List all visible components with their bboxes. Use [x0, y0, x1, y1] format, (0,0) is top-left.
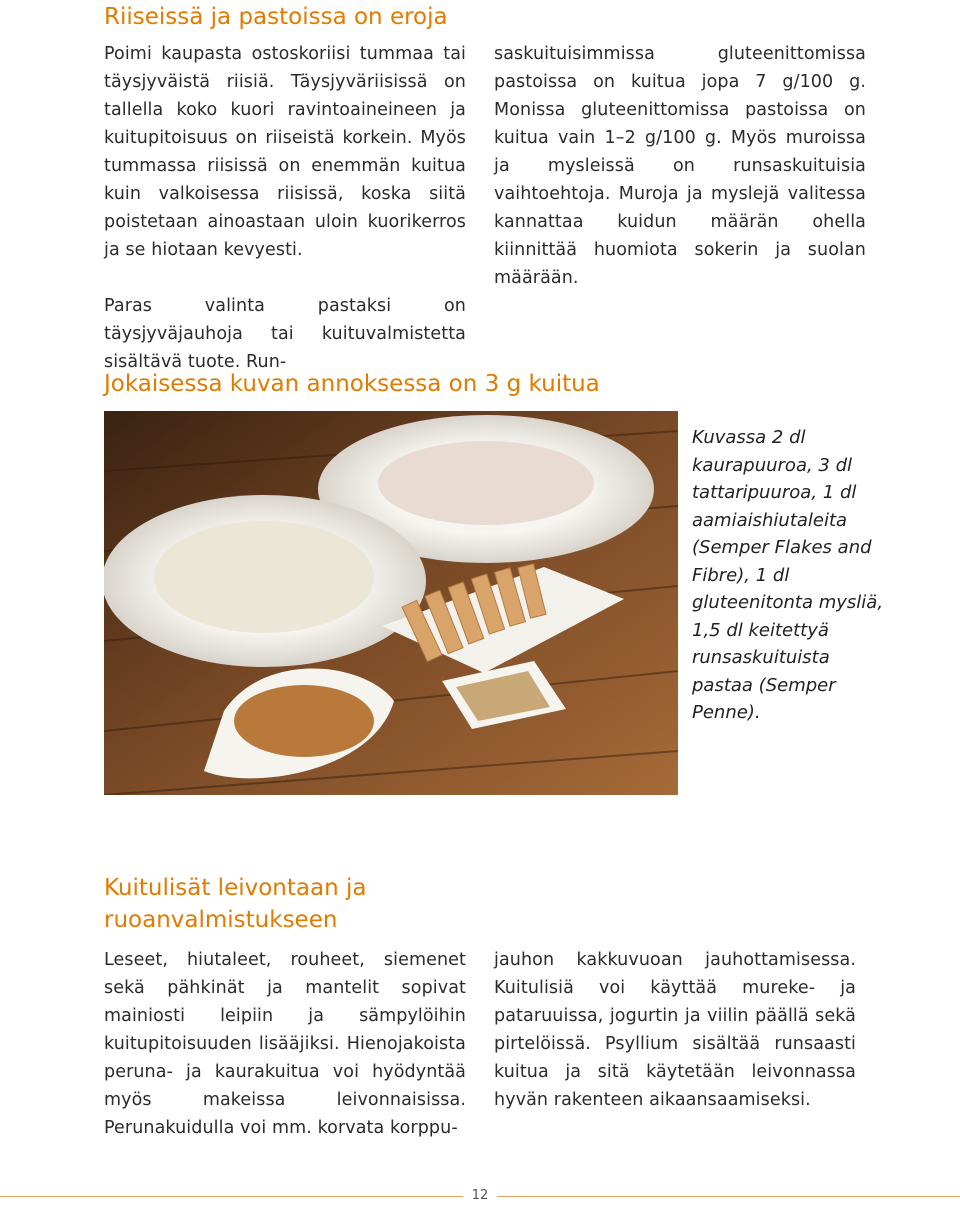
- section-title-rice-pasta: Riiseissä ja pastoissa on eroja: [104, 4, 448, 30]
- food-photo: [104, 411, 678, 795]
- photo-caption: Kuvassa 2 dl kaurapuuroa, 3 dl tattaripuuroa, 1 dl aamiaishiutaleita (Semper Flakes and Fibre), 1 dl gluteenitonta mysliä, 1,5 dl keitettyä runsaskuituista pastaa (Semper Penne).: [692, 427, 884, 723]
- page-number: 12: [463, 1186, 497, 1206]
- paragraph-pasta: Paras valinta pastaksi on täysjyväjauhoja tai kuituvalmistetta sisältävä tuote. Run-: [104, 296, 466, 372]
- paragraph-baking: Leseet, hiutaleet, rouheet, siemenet sekä pähkinät ja mantelit sopivat mainiosti leipiin ja sämpylöihin kuitupitoisuuden lisääjiksi. Hienojakoista peruna- ja kaurakuitua voi hyödyntää myös makeissa leivonnaisissa. Perunakuidulla voi mm. korvata korppu-: [104, 950, 466, 1138]
- section-title-fiber-baking: Kuitulisät leivontaan ja ruoanvalmistukseen: [104, 875, 367, 933]
- section-title-fiber-portions: Jokaisessa kuvan annoksessa on 3 g kuitua: [104, 371, 600, 397]
- food-photo-illustration: [104, 411, 678, 795]
- column-right-bottom: [494, 946, 856, 1142]
- paragraph-gluten-free: saskuituisimmissa gluteenittomissa pastoissa on kuitua jopa 7 g/100 g. Monissa gluteenittomissa pastoissa on kuitua vain 1–2 g/100 g. Myös muroissa ja mysleissä on runsaskuituisia vaihtoehtoja. Muroja ja myslejä valitessa kannattaa kuidun määrän ohella kiinnittää huomiota sokerin ja suolan määrään.: [494, 44, 866, 288]
- paragraph-psyllium: jauhon kakkuvuoan jauhottamisessa. Kuitulisiä voi käyttää mureke- ja pataruuissa, jogurtin ja viilin päällä sekä pirtelöissä. Psyllium sisältää runsaasti kuitua ja sitä käytetään leivonnassa hyvän rakenteen aikaansaamiseksi.: [494, 950, 856, 1110]
- column-left-bottom: [104, 946, 466, 1170]
- paragraph-rice: Poimi kaupasta ostoskoriisi tummaa tai täysjyväistä riisiä. Täysjyväriisissä on tallella koko kuori ravintoaineineen ja kuitupitoisuus on riiseistä korkein. Myös tummassa riisissä on enemmän kuitua kuin valkoisessa riisissä, koska siitä poistetaan ainoastaan uloin kuorikerros ja se hiotaan kevyesti.: [104, 44, 466, 260]
- column-right-top: [494, 40, 866, 320]
- column-left-top: [104, 40, 466, 404]
